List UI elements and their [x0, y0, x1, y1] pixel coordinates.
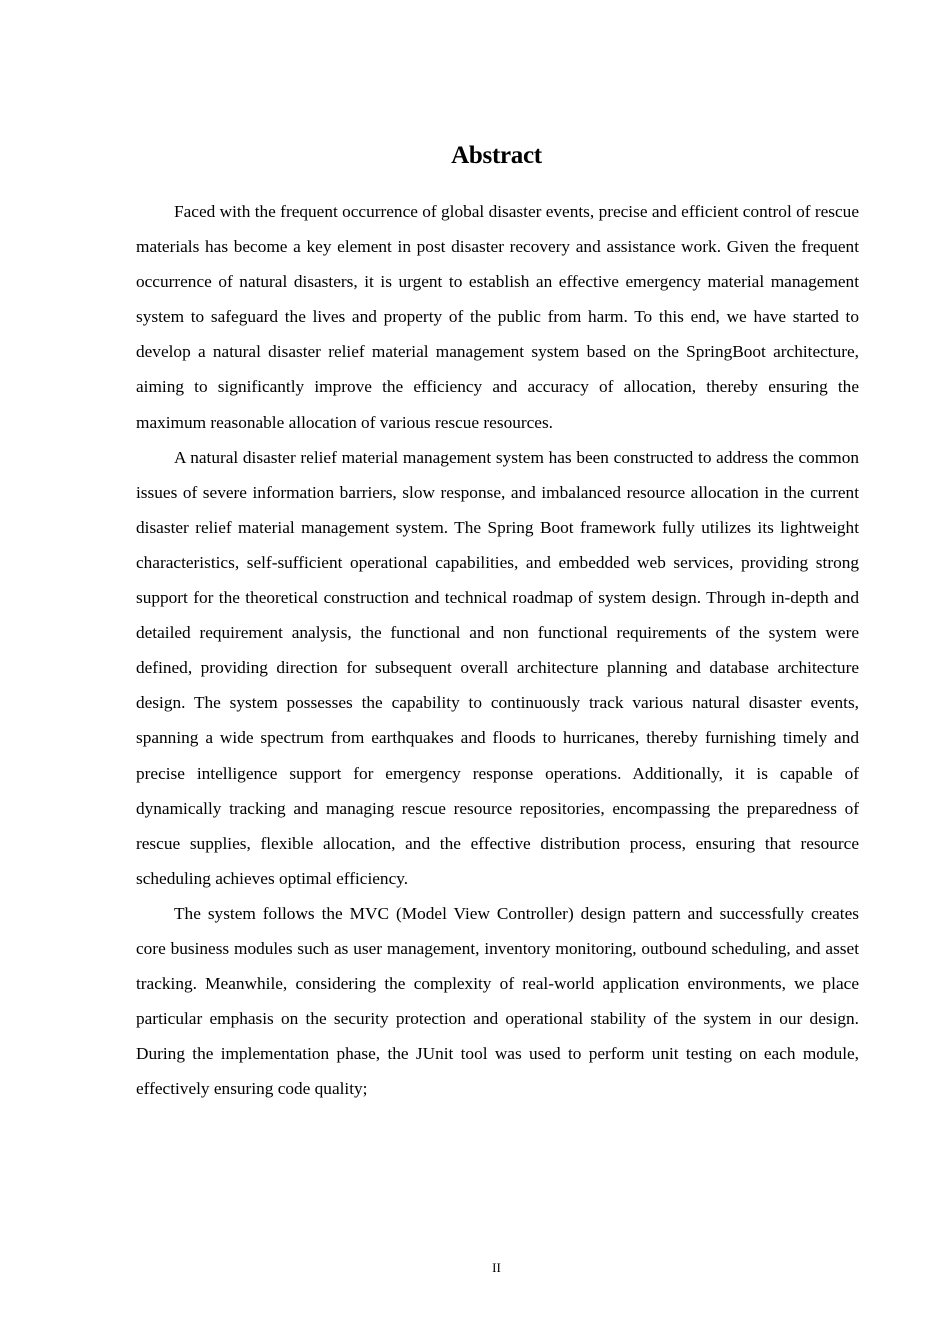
page-number: II [492, 1260, 501, 1275]
abstract-body [136, 194, 859, 1106]
abstract-paragraph-2: A natural disaster relief material management system has been constructed to address the common issues of severe information barriers, slow response, and imbalanced resource allocation in the current disaster relief material management system. The Spring Boot framework fully utilizes its lightweight characteristics, self-sufficient operational capabilities, and embedded web services, providing strong support for the theoretical construction and technical roadmap of system design. Through in-depth and detailed requirement analysis, the functional and non functional requirements of the system were defined, providing direction for subsequent overall architecture planning and database architecture design. The system possesses the capability to continuously track various natural disaster events, spanning a wide spectrum from earthquakes and floods to hurricanes, thereby furnishing timely and precise intelligence support for emergency response operations. Additionally, it is capable of dynamically tracking and managing rescue resource repositories, encompassing the preparedness of rescue supplies, flexible allocation, and the effective distribution process, ensuring that resource scheduling achieves optimal efficiency. [136, 447, 859, 888]
page-title: Abstract [451, 142, 542, 169]
abstract-paragraph-1: Faced with the frequent occurrence of global disaster events, precise and efficient control of rescue materials has become a key element in post disaster recovery and assistance work. Given the frequent occurrence of natural disasters, it is urgent to establish an effective emergency material management system to safeguard the lives and property of the public from harm. To this end, we have started to develop a natural disaster relief material management system based on the SpringBoot architecture, aiming to significantly improve the efficiency and accuracy of allocation, thereby ensuring the maximum reasonable allocation of various rescue resources. [136, 202, 859, 432]
abstract-paragraph-3: The system follows the MVC (Model View Controller) design pattern and successfully creates core business modules such as user management, inventory monitoring, outbound scheduling, and asset tracking. Meanwhile, considering the complexity of real-world application environments, we place particular emphasis on the security protection and operational stability of the system in our design. During the implementation phase, the JUnit tool was used to perform unit testing on each module, effectively ensuring code quality; [136, 903, 859, 1099]
